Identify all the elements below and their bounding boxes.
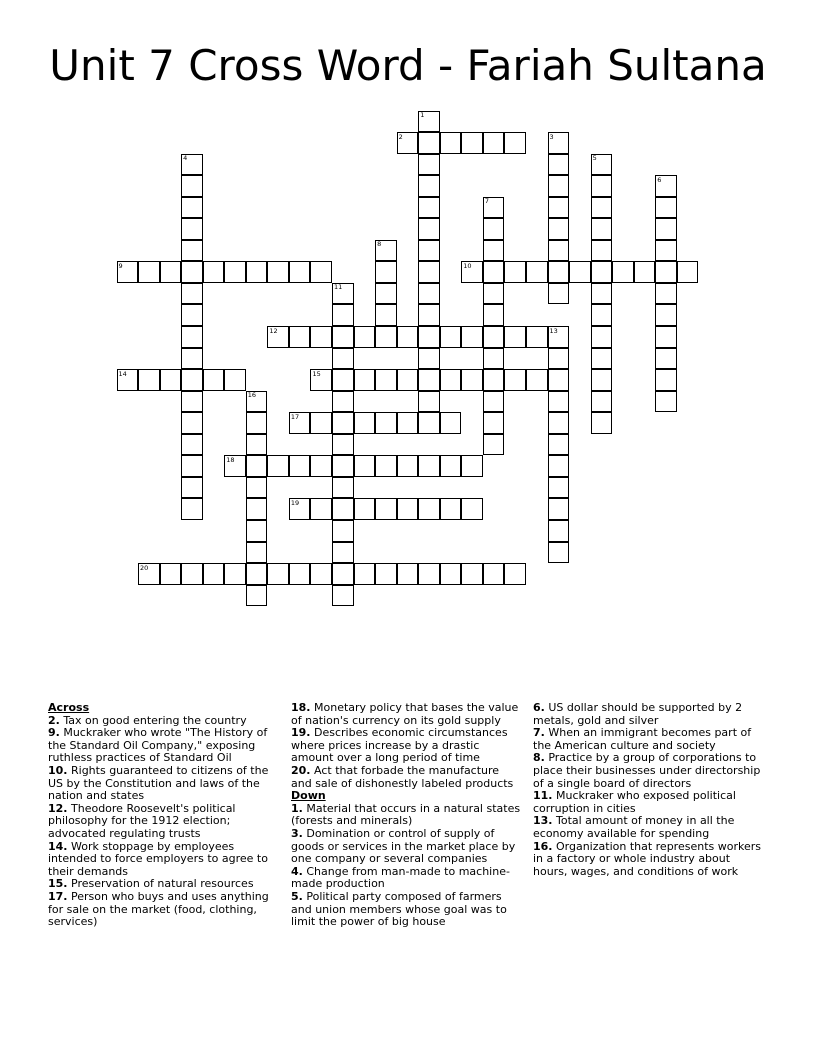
grid-cell[interactable] [591, 391, 613, 413]
grid-cell[interactable] [548, 520, 570, 542]
grid-cell[interactable] [246, 477, 268, 499]
grid-cell[interactable] [332, 585, 354, 607]
clue-text: Political party composed of farmers and union members whose goal was to limit the power of big house [291, 889, 507, 929]
grid-cell[interactable] [526, 369, 548, 391]
clue-down-11 [533, 790, 763, 815]
grid-cell[interactable] [375, 412, 397, 434]
clue-number: 1. [291, 801, 303, 815]
grid-cell[interactable] [591, 261, 613, 283]
clue-number: 8. [533, 751, 545, 765]
grid-cell[interactable] [461, 563, 483, 585]
clue-text: Material that occurs in a natural states (forests and minerals) [291, 801, 521, 828]
grid-cell[interactable] [332, 412, 354, 434]
clue-column-3 [533, 702, 763, 878]
grid-cell[interactable] [224, 563, 246, 585]
grid-cell[interactable] [375, 326, 397, 348]
grid-cell[interactable] [181, 563, 203, 585]
grid-cell[interactable] [548, 369, 570, 391]
clue-number: 9. [48, 726, 60, 740]
grid-cell[interactable] [246, 261, 268, 283]
grid-cell[interactable] [354, 563, 376, 585]
grid-cell[interactable] [548, 412, 570, 434]
grid-cell[interactable] [203, 563, 225, 585]
grid-cell[interactable] [548, 154, 570, 176]
grid-cell[interactable] [181, 391, 203, 413]
grid-cell[interactable] [526, 261, 548, 283]
grid-cell[interactable] [591, 197, 613, 219]
grid-cell[interactable] [483, 283, 505, 305]
cell-number: 1 [420, 111, 425, 119]
clue-text: Work stoppage by employees intended to force employers to agree to their demands [48, 839, 268, 878]
grid-cell[interactable] [548, 542, 570, 564]
clue-text: US dollar should be supported by 2 metals, gold and silver [533, 701, 743, 727]
grid-cell[interactable] [332, 455, 354, 477]
cell-number: 15 [312, 369, 321, 378]
clue-number: 15. [48, 877, 68, 891]
grid-cell[interactable] [354, 412, 376, 434]
grid-cell[interactable] [591, 218, 613, 240]
clue-text: Monetary policy that bases the value of nation's currency on its gold supply [291, 701, 519, 727]
grid-cell[interactable] [375, 369, 397, 391]
clue-number: 12. [48, 801, 68, 815]
clue-text: When an immigrant becomes part of the American culture and society [533, 726, 752, 752]
grid-cell[interactable] [418, 304, 440, 326]
clue-across-18 [291, 702, 521, 727]
grid-cell[interactable] [418, 348, 440, 370]
grid-cell[interactable] [483, 261, 505, 283]
grid-cell[interactable] [418, 132, 440, 154]
clue-across-19 [291, 727, 521, 765]
clue-down-8 [533, 752, 763, 790]
grid-cell[interactable] [634, 261, 656, 283]
grid-cell[interactable] [332, 520, 354, 542]
grid-cell[interactable] [655, 304, 677, 326]
grid-cell[interactable] [504, 326, 526, 348]
grid-cell[interactable] [397, 455, 419, 477]
clue-number: 13. [533, 814, 553, 828]
clue-text: Rights guaranteed to citizens of the US by the Constitution and laws of the nation and states [48, 763, 269, 803]
grid-cell[interactable] [655, 391, 677, 413]
grid-cell[interactable] [461, 132, 483, 154]
clue-text: Preservation of natural resources [71, 877, 254, 891]
grid-cell[interactable] [548, 455, 570, 477]
grid-cell[interactable] [483, 348, 505, 370]
grid-cell[interactable] [591, 326, 613, 348]
clue-text: Muckraker who wrote "The History of the Standard Oil Company," exposing ruthless practices of Standard Oil [48, 726, 268, 765]
grid-cell[interactable] [397, 563, 419, 585]
grid-cell[interactable] [483, 434, 505, 456]
across-heading: Across [48, 701, 90, 714]
grid-cell[interactable] [655, 240, 677, 262]
clue-down-3 [291, 828, 521, 866]
grid-cell[interactable] [440, 369, 462, 391]
grid-cell[interactable] [418, 455, 440, 477]
grid-cell[interactable] [246, 563, 268, 585]
clue-text: Theodore Roosevelt's political philosophy for the 1912 election; advocated regulating trusts [48, 801, 236, 840]
grid-cell[interactable] [160, 563, 182, 585]
clue-text: Domination or control of supply of goods or services in the market place by one company or several companies [291, 826, 516, 866]
clue-number: 10. [48, 763, 68, 777]
grid-cell[interactable] [181, 240, 203, 262]
clue-text: Person who buys and uses anything for sale on the market (food, clothing, services) [48, 889, 269, 929]
grid-cell[interactable] [332, 542, 354, 564]
grid-cell[interactable] [483, 391, 505, 413]
cell-number: 12 [269, 326, 278, 335]
cell-number: 3 [549, 132, 554, 141]
grid-cell[interactable] [375, 455, 397, 477]
grid-cell[interactable] [375, 261, 397, 283]
grid-cell[interactable] [397, 412, 419, 434]
grid-cell[interactable] [548, 391, 570, 413]
clue-number: 6. [533, 701, 545, 714]
grid-cell[interactable] [203, 261, 225, 283]
down-heading: Down [291, 789, 326, 803]
grid-cell[interactable] [181, 218, 203, 240]
clue-number: 7. [533, 726, 545, 740]
grid-cell[interactable] [655, 369, 677, 391]
grid-cell[interactable] [483, 369, 505, 391]
grid-cell[interactable] [591, 175, 613, 197]
cell-number: 19 [290, 498, 300, 507]
grid-cell[interactable] [267, 563, 289, 585]
grid-cell[interactable] [655, 218, 677, 240]
grid-cell[interactable] [310, 412, 332, 434]
clue-down-4 [291, 866, 521, 891]
grid-cell[interactable] [548, 477, 570, 499]
grid-cell[interactable] [461, 326, 483, 348]
grid-cell[interactable] [397, 498, 419, 520]
grid-cell[interactable] [504, 563, 526, 585]
grid-cell[interactable] [418, 283, 440, 305]
grid-cell[interactable] [418, 369, 440, 391]
clue-number: 16. [533, 839, 553, 853]
grid-cell[interactable] [483, 132, 505, 154]
grid-cell[interactable] [548, 218, 570, 240]
clue-number: 20. [291, 763, 311, 777]
grid-cell[interactable] [548, 283, 570, 305]
grid-cell[interactable] [591, 369, 613, 391]
grid-cell[interactable] [246, 542, 268, 564]
clue-number: 11. [533, 789, 553, 803]
grid-cell[interactable] [181, 326, 203, 348]
cell-number: 4 [183, 154, 188, 163]
clue-number: 3. [291, 826, 303, 840]
clue-text: Describes economic circumstances where prices increase by a drastic amount over a long period of time [291, 726, 508, 765]
grid-cell[interactable] [612, 261, 634, 283]
grid-cell[interactable] [181, 434, 203, 456]
grid-cell[interactable] [526, 326, 548, 348]
cell-number: 9 [118, 261, 123, 270]
grid-cell[interactable] [375, 498, 397, 520]
grid-cell[interactable] [354, 498, 376, 520]
clue-text: Act that forbade the manufacture and sale of dishonestly labeled products [291, 763, 514, 790]
grid-cell[interactable] [310, 326, 332, 348]
grid-cell[interactable] [418, 240, 440, 262]
clue-text: Change from man-made to machine-made production [291, 864, 510, 891]
grid-cell[interactable] [418, 154, 440, 176]
grid-cell[interactable] [440, 563, 462, 585]
clue-across-14 [48, 841, 278, 879]
grid-cell[interactable] [354, 326, 376, 348]
grid-cell[interactable] [181, 498, 203, 520]
grid-cell[interactable] [332, 434, 354, 456]
cell-number: 20 [140, 563, 149, 572]
grid-cell[interactable] [440, 132, 462, 154]
grid-cell[interactable] [246, 434, 268, 456]
grid-cell[interactable] [289, 261, 311, 283]
grid-cell[interactable] [310, 261, 332, 283]
grid-cell[interactable] [267, 261, 289, 283]
grid-cell[interactable] [548, 348, 570, 370]
page-title: Unit 7 Cross Word - Fariah Sultana [49, 41, 767, 90]
cell-number: 13 [549, 326, 558, 335]
grid-cell[interactable] [418, 175, 440, 197]
clue-column-1 [48, 702, 278, 929]
grid-cell[interactable] [246, 412, 268, 434]
grid-cell[interactable] [504, 132, 526, 154]
grid-cell[interactable] [332, 391, 354, 413]
clue-down-6 [533, 702, 763, 727]
grid-cell[interactable] [591, 348, 613, 370]
grid-cell[interactable] [375, 283, 397, 305]
grid-cell[interactable] [181, 175, 203, 197]
grid-cell[interactable] [181, 348, 203, 370]
grid-cell[interactable] [332, 304, 354, 326]
grid-cell[interactable] [655, 283, 677, 305]
grid-cell[interactable] [332, 369, 354, 391]
clue-column-2 [291, 702, 521, 929]
clue-down-1 [291, 803, 521, 828]
grid-cell[interactable] [440, 412, 462, 434]
clue-text: Total amount of money in all the economy available for spending [533, 814, 735, 840]
grid-cell[interactable] [181, 455, 203, 477]
grid-cell[interactable] [548, 434, 570, 456]
grid-cell[interactable] [483, 412, 505, 434]
grid-cell[interactable] [224, 369, 246, 391]
cell-number: 6 [657, 175, 662, 184]
grid-cell[interactable] [591, 283, 613, 305]
clue-number: 2. [48, 713, 60, 727]
cell-number: 10 [463, 261, 472, 270]
clue-down-5 [291, 891, 521, 929]
clue-across-17 [48, 891, 278, 929]
grid-cell[interactable] [483, 218, 505, 240]
grid-cell[interactable] [483, 563, 505, 585]
clue-across-9 [48, 727, 278, 765]
clue-text: Practice by a group of corporations to place their businesses under directorship of a single board of directors [533, 751, 761, 790]
grid-cell[interactable] [504, 261, 526, 283]
clue-number: 14. [48, 839, 68, 853]
grid-cell[interactable] [440, 455, 462, 477]
grid-cell[interactable] [418, 197, 440, 219]
grid-cell[interactable] [181, 412, 203, 434]
grid-cell[interactable] [181, 197, 203, 219]
grid-cell[interactable] [418, 412, 440, 434]
grid-cell[interactable] [332, 498, 354, 520]
clue-text: Tax on good entering the country [63, 713, 247, 727]
grid-cell[interactable] [591, 304, 613, 326]
grid-cell[interactable] [332, 348, 354, 370]
grid-cell[interactable] [375, 304, 397, 326]
grid-cell[interactable] [181, 261, 203, 283]
grid-cell[interactable] [440, 326, 462, 348]
grid-cell[interactable] [289, 326, 311, 348]
grid-cell[interactable] [138, 369, 160, 391]
grid-cell[interactable] [418, 563, 440, 585]
clue-number: 18. [291, 701, 311, 714]
grid-cell[interactable] [418, 261, 440, 283]
cell-number: 18 [226, 455, 235, 464]
grid-cell[interactable] [289, 455, 311, 477]
clue-number: 19. [291, 726, 311, 740]
clue-number: 5. [291, 889, 303, 903]
clue-number: 4. [291, 864, 303, 878]
grid-cell[interactable] [246, 585, 268, 607]
cell-number: 8 [377, 240, 382, 249]
grid-cell[interactable] [461, 455, 483, 477]
grid-cell[interactable] [332, 563, 354, 585]
grid-cell[interactable] [569, 261, 591, 283]
grid-cell[interactable] [440, 498, 462, 520]
grid-cell[interactable] [310, 455, 332, 477]
grid-cell[interactable] [418, 326, 440, 348]
grid-cell[interactable] [677, 261, 699, 283]
grid-cell[interactable] [138, 261, 160, 283]
grid-cell[interactable] [160, 261, 182, 283]
grid-cell[interactable] [461, 498, 483, 520]
grid-cell[interactable] [310, 563, 332, 585]
grid-cell[interactable] [461, 369, 483, 391]
grid-cell[interactable] [181, 304, 203, 326]
clue-text: Organization that represents workers in a factory or whole industry about hours, wages, and conditions of work [533, 839, 761, 878]
grid-cell[interactable] [397, 369, 419, 391]
grid-cell[interactable] [246, 498, 268, 520]
grid-cell[interactable] [548, 261, 570, 283]
grid-cell[interactable] [655, 326, 677, 348]
grid-cell[interactable] [181, 283, 203, 305]
grid-cell[interactable] [332, 477, 354, 499]
grid-cell[interactable] [181, 369, 203, 391]
grid-cell[interactable] [418, 218, 440, 240]
cell-number: 16 [247, 391, 257, 400]
grid-cell[interactable] [504, 369, 526, 391]
grid-cell[interactable] [548, 240, 570, 262]
cell-number: 2 [398, 132, 403, 141]
clue-text: Muckraker who exposed political corruption in cities [533, 789, 736, 815]
grid-cell[interactable] [375, 563, 397, 585]
clue-down-7 [533, 727, 763, 752]
grid-cell[interactable] [181, 477, 203, 499]
cell-number: 17 [290, 412, 300, 421]
grid-cell[interactable] [655, 348, 677, 370]
clue-across-10 [48, 765, 278, 803]
clue-down-13 [533, 815, 763, 840]
grid-cell[interactable] [310, 498, 332, 520]
clue-number: 17. [48, 889, 68, 903]
grid-cell[interactable] [267, 455, 289, 477]
grid-cell[interactable] [548, 175, 570, 197]
grid-cell[interactable] [397, 326, 419, 348]
grid-cell[interactable] [483, 326, 505, 348]
cell-number: 7 [484, 197, 489, 206]
clue-across-20 [291, 765, 521, 790]
grid-cell[interactable] [418, 391, 440, 413]
grid-cell[interactable] [548, 498, 570, 520]
grid-cell[interactable] [289, 563, 311, 585]
grid-cell[interactable] [160, 369, 182, 391]
grid-cell[interactable] [591, 412, 613, 434]
grid-cell[interactable] [655, 261, 677, 283]
grid-cell[interactable] [548, 197, 570, 219]
cell-number: 14 [118, 369, 127, 378]
grid-cell[interactable] [246, 520, 268, 542]
clue-across-12 [48, 803, 278, 841]
grid-cell[interactable] [246, 455, 268, 477]
grid-cell[interactable] [483, 240, 505, 262]
grid-cell[interactable] [418, 498, 440, 520]
grid-cell[interactable] [332, 326, 354, 348]
grid-cell[interactable] [203, 369, 225, 391]
grid-cell[interactable] [483, 304, 505, 326]
grid-cell[interactable] [354, 455, 376, 477]
grid-cell[interactable] [354, 369, 376, 391]
cell-number: 11 [334, 283, 343, 292]
clue-down-16 [533, 841, 763, 879]
grid-cell[interactable] [591, 240, 613, 262]
cell-number: 5 [592, 154, 597, 163]
grid-cell[interactable] [655, 197, 677, 219]
grid-cell[interactable] [224, 261, 246, 283]
